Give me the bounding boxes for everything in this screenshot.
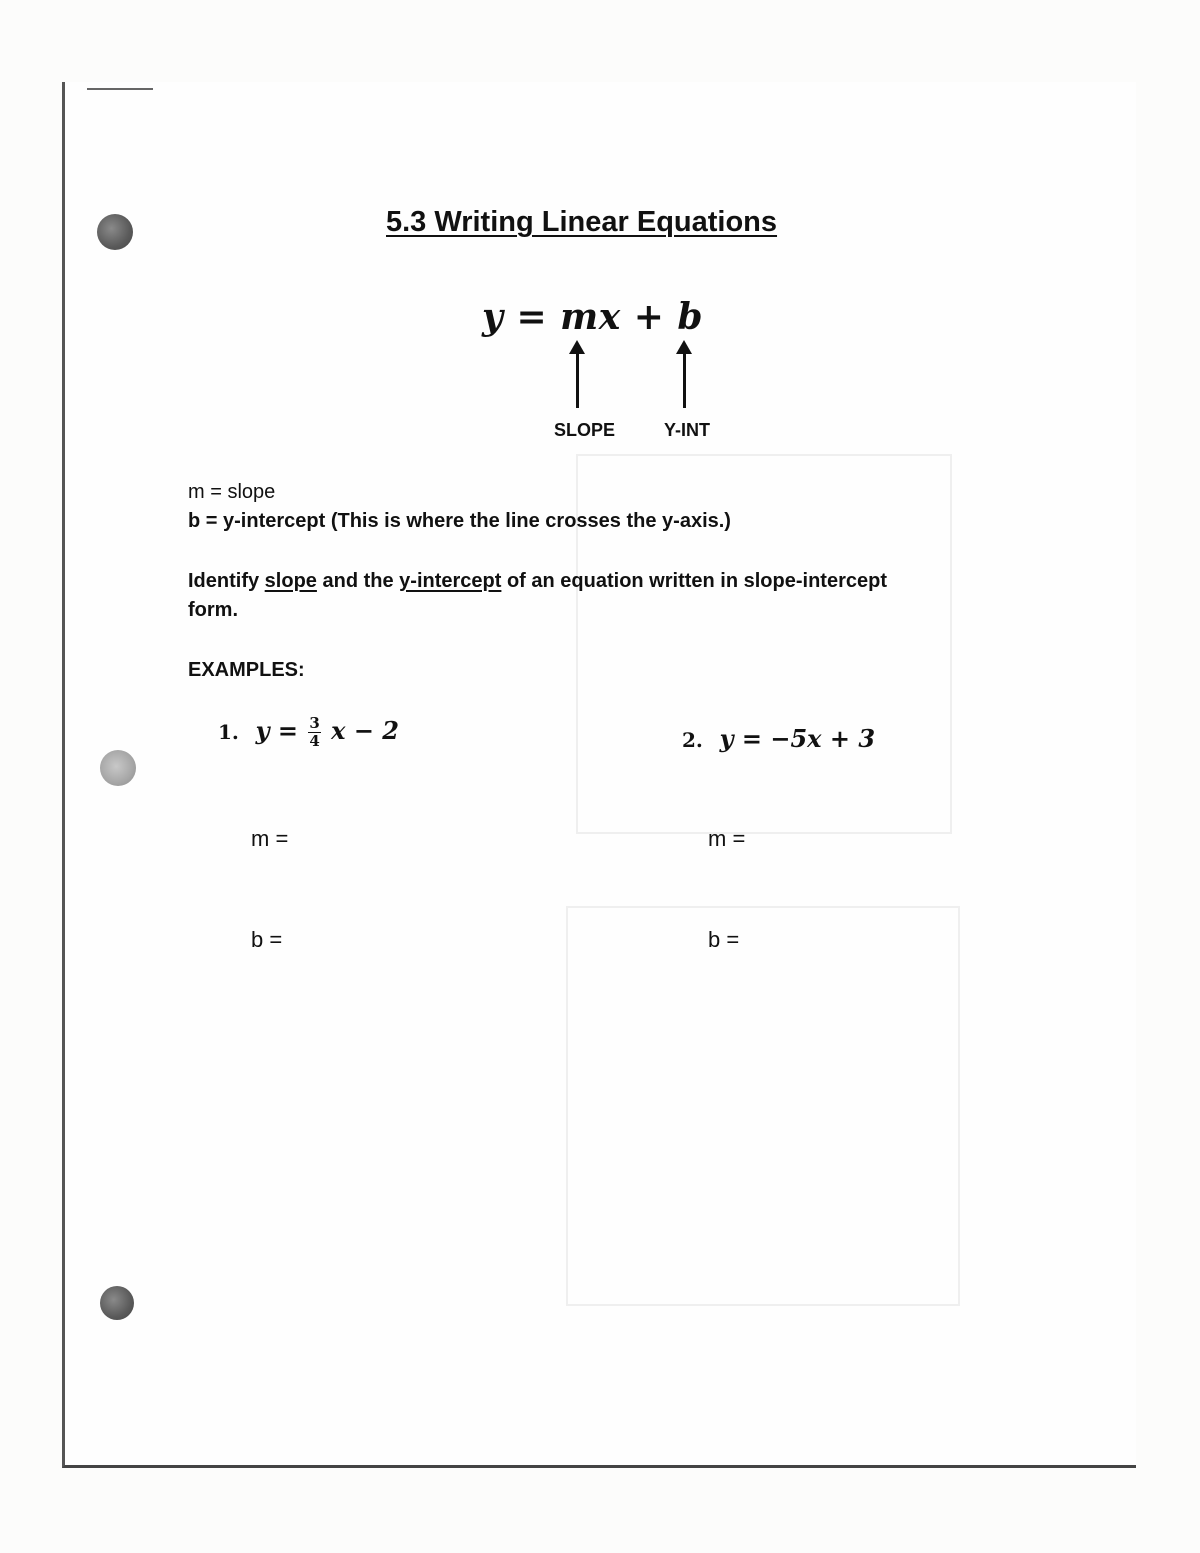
- example-1-frac-numerator: 3: [309, 714, 320, 732]
- example-2-number: 2.: [682, 728, 703, 752]
- binder-hole-top: [97, 214, 133, 250]
- definition-b: b = y-intercept (This is where the line crosses the y-axis.): [188, 510, 731, 532]
- instruction-line-2: form.: [188, 599, 238, 621]
- page-title: 5.3 Writing Linear Equations: [386, 206, 778, 238]
- example-1-rhs: x − 2: [331, 716, 399, 745]
- example-2-equation: [682, 724, 875, 753]
- yint-arrow: [683, 352, 686, 408]
- binder-hole-middle: [100, 750, 136, 786]
- instruction-line-1: [188, 570, 887, 593]
- examples-heading: EXAMPLES:: [188, 659, 305, 681]
- bleed-through-graph-bottom: [566, 906, 960, 1306]
- instruction-part2: and the: [316, 570, 400, 592]
- example-1-number: 1.: [218, 720, 239, 744]
- example-2-m-blank[interactable]: m =: [708, 826, 746, 851]
- instruction-yint-word: y-intercept: [399, 570, 502, 592]
- slope-arrow-label: SLOPE: [554, 420, 616, 440]
- example-1-m-blank[interactable]: m =: [251, 826, 289, 851]
- definition-m: m = slope: [188, 481, 276, 503]
- example-1-lhs: y =: [255, 716, 307, 745]
- example-1-frac-denominator: 4: [309, 732, 320, 750]
- example-2-expression: y = −5x + 3: [719, 724, 876, 753]
- example-1-fraction: [308, 716, 320, 749]
- slope-arrow: [576, 352, 579, 408]
- slope-intercept-formula: y = mx + b: [482, 296, 704, 338]
- example-1-b-blank[interactable]: b =: [251, 927, 283, 952]
- instruction-slope-word: slope: [264, 570, 317, 592]
- instruction-part1: Identify: [188, 570, 265, 592]
- example-2-b-blank[interactable]: b =: [708, 927, 740, 952]
- example-1-equation: [218, 716, 399, 749]
- binder-hole-bottom: [100, 1286, 134, 1320]
- yint-arrow-label: Y-INT: [664, 420, 711, 440]
- instruction-part3: of an equation written in slope-intercept: [501, 570, 887, 592]
